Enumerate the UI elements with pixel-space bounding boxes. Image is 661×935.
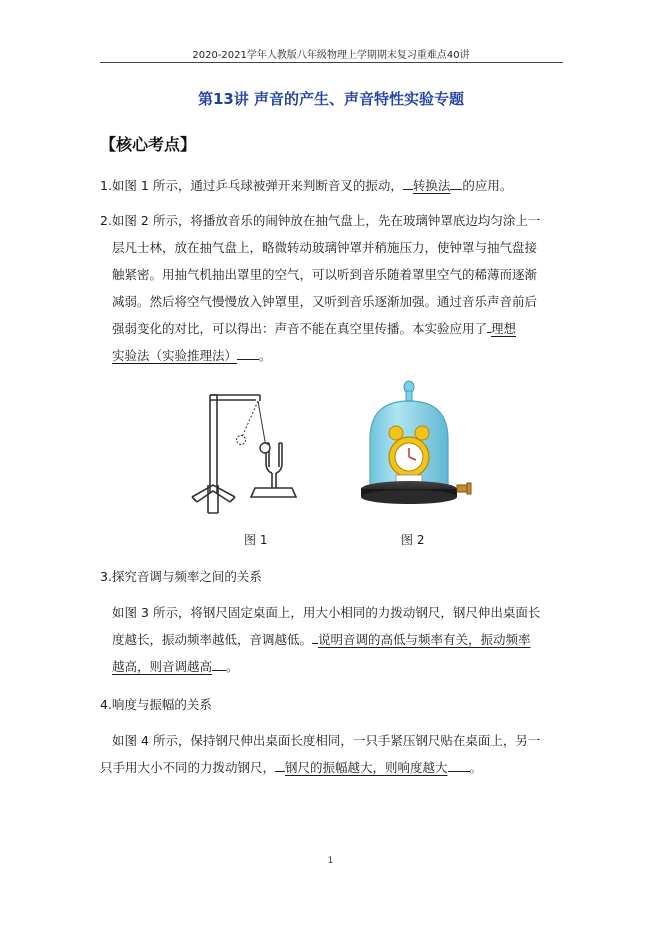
q3-heading: 3.探究音调与频率之间的关系 — [100, 569, 262, 584]
figure-1-caption: 图 1 — [244, 533, 268, 547]
figure-1-tuning-fork-diagram — [180, 385, 320, 520]
q2-line-5-text: 强弱变化的对比，可以得出：声音不能在真空里传播。本实验应用了 — [112, 321, 488, 336]
figure-2-bell-jar-diagram — [356, 377, 476, 512]
question-1 — [100, 172, 570, 200]
page-header: 2020-2021学年人教版八年级物理上学期期末复习重难点40讲 — [192, 50, 470, 61]
q2-line-2: 层凡士林，放在抽气盘上，略微转动玻璃钟罩并稍施压力，使钟罩与抽气盘接 — [112, 240, 538, 255]
q2-line-1: 2.如图 2 所示，将播放音乐的闹钟放在抽气盘上，先在玻璃钟罩底边均匀涂上一 — [100, 213, 541, 228]
q4-suffix: 。 — [469, 760, 483, 775]
q3-answer-part-2: 越高，则音调越高 — [112, 659, 213, 674]
q3-line-2 — [112, 626, 570, 654]
q4-line-1: 如图 4 所示，保持钢尺伸出桌面长度相同，一只手紧压钢尺贴在桌面上，另一 — [112, 733, 541, 748]
q1-suffix: 的应用。 — [462, 178, 513, 193]
header-rule — [100, 62, 563, 63]
q1-answer: 转换法 — [412, 178, 451, 193]
q2-line-3: 触紧密。用抽气机抽出罩里的空气，可以听到音乐随着罩里空气的稀薄而逐渐 — [112, 267, 538, 282]
figure-2-caption: 图 2 — [401, 533, 425, 547]
q2-suffix: 。 — [259, 348, 272, 363]
q4-line-2-text: 只手用大小不同的力拨动钢尺， — [100, 760, 276, 775]
q3-line-1: 如图 3 所示，将钢尺固定桌面上，用大小相同的力拨动钢尺，钢尺伸出桌面长 — [112, 605, 541, 620]
q3-line-2-text: 度越长，振动频率越低，音调越低。 — [112, 632, 313, 647]
section-heading: 【核心考点】 — [100, 135, 197, 154]
q3-answer-part-1: 说明音调的高低与频率有关，振动频率 — [318, 632, 531, 647]
q2-line-4: 减弱。然后将空气慢慢放入钟罩里，又听到音乐逐渐加强。通过音乐声音前后 — [112, 294, 538, 309]
q3-suffix: 。 — [226, 659, 239, 674]
q4-answer: 钢尺的振幅越大，则响度越大 — [285, 760, 448, 775]
q3-line-3 — [112, 653, 570, 681]
q2-line-5 — [112, 315, 570, 343]
q2-answer-part-2: 实验法（实验推理法） — [112, 348, 238, 363]
q1-text: 1.如图 1 所示，通过乒乓球被弹开来判断音叉的振动， — [100, 178, 403, 193]
q4-heading: 4.响度与振幅的关系 — [100, 697, 212, 712]
q2-answer-part-1: 理想 — [491, 321, 517, 336]
lecture-title: 第13讲 声音的产生、声音特性实验专题 — [197, 90, 465, 108]
q4-line-2 — [100, 754, 570, 782]
q2-line-6 — [112, 342, 570, 370]
page-number: 1 — [327, 856, 334, 866]
